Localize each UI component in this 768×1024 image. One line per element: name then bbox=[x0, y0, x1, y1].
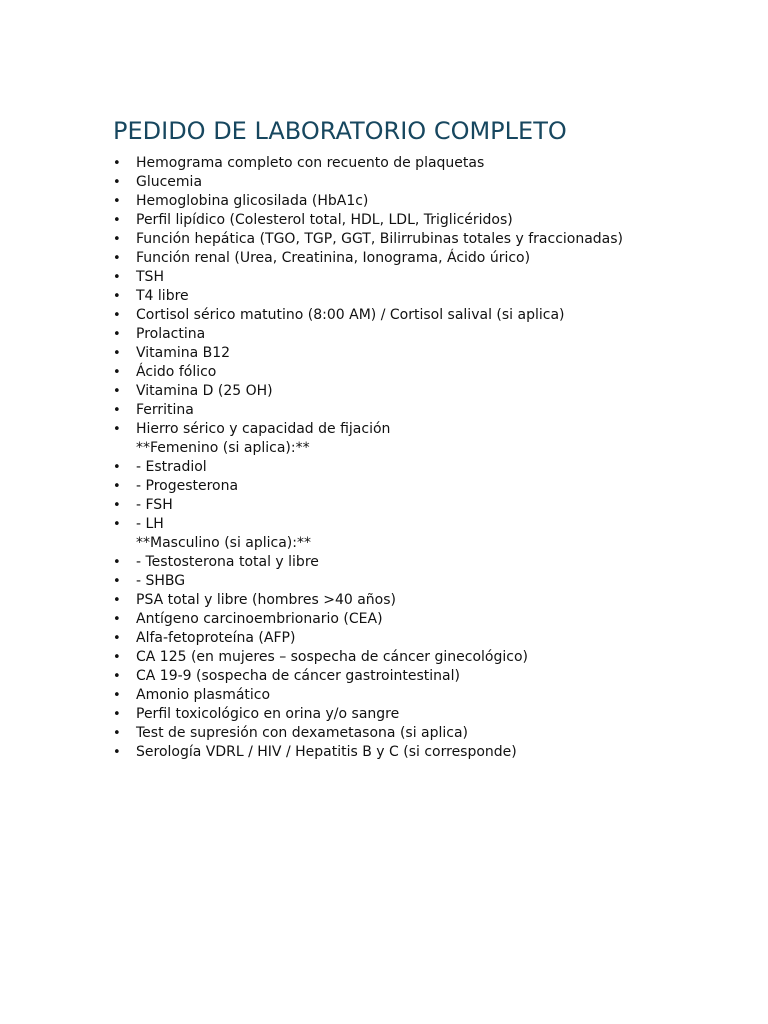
lab-test-list bbox=[113, 154, 713, 762]
list-item-text: Glucemia bbox=[136, 174, 203, 190]
list-item-text: Vitamina D (25 OH) bbox=[136, 383, 273, 399]
bullet-icon: • bbox=[113, 213, 121, 228]
list-item bbox=[113, 553, 713, 572]
list-item bbox=[113, 610, 713, 629]
list-item-text: Función renal (Urea, Creatinina, Ionograma, Ácido úrico) bbox=[136, 250, 531, 266]
list-item-text: PSA total y libre (hombres >40 años) bbox=[136, 592, 396, 608]
list-item-text: Hemoglobina glicosilada (HbA1c) bbox=[136, 193, 369, 209]
bullet-icon: • bbox=[113, 669, 121, 684]
bullet-icon: • bbox=[113, 175, 121, 190]
list-item bbox=[113, 667, 713, 686]
list-item-text: TSH bbox=[136, 269, 164, 285]
list-item bbox=[113, 249, 713, 268]
list-item bbox=[113, 306, 713, 325]
bullet-icon: • bbox=[113, 612, 121, 627]
list-item-text: Alfa-fetoproteína (AFP) bbox=[136, 630, 296, 646]
list-item-text: - SHBG bbox=[136, 573, 186, 589]
list-item bbox=[113, 515, 713, 534]
page-title: PEDIDO DE LABORATORIO COMPLETO bbox=[113, 117, 567, 145]
list-item bbox=[113, 477, 713, 496]
list-item-text: Hemograma completo con recuento de plaquetas bbox=[136, 155, 485, 171]
bullet-icon: • bbox=[113, 555, 121, 570]
bullet-icon: • bbox=[113, 327, 121, 342]
list-item-text: Prolactina bbox=[136, 326, 206, 342]
list-item bbox=[113, 173, 713, 192]
list-item bbox=[113, 420, 713, 439]
bullet-icon: • bbox=[113, 308, 121, 323]
list-item-text: CA 125 (en mujeres – sospecha de cáncer ginecológico) bbox=[136, 649, 528, 665]
list-item-text: Función hepática (TGO, TGP, GGT, Bilirrubinas totales y fraccionadas) bbox=[136, 231, 624, 247]
list-item-text: Antígeno carcinoembrionario (CEA) bbox=[136, 611, 383, 627]
list-item-text: Test de supresión con dexametasona (si aplica) bbox=[136, 725, 469, 741]
list-item-text: Ferritina bbox=[136, 402, 194, 418]
bullet-icon: • bbox=[113, 479, 121, 494]
list-item bbox=[113, 211, 713, 230]
list-item bbox=[113, 154, 713, 173]
list-item-text: Ácido fólico bbox=[136, 364, 217, 380]
list-item bbox=[113, 496, 713, 515]
list-item-text: Cortisol sérico matutino (8:00 AM) / Cortisol salival (si aplica) bbox=[136, 307, 565, 323]
bullet-icon: • bbox=[113, 346, 121, 361]
list-item bbox=[113, 192, 713, 211]
list-item-text: Hierro sérico y capacidad de fijación bbox=[136, 421, 391, 437]
list-item bbox=[113, 458, 713, 477]
bullet-icon: • bbox=[113, 289, 121, 304]
bullet-icon: • bbox=[113, 384, 121, 399]
bullet-icon: • bbox=[113, 422, 121, 437]
list-item bbox=[113, 724, 713, 743]
bullet-icon: • bbox=[113, 365, 121, 380]
bullet-icon: • bbox=[113, 707, 121, 722]
list-item-text: Amonio plasmático bbox=[136, 687, 271, 703]
list-item-text: **Femenino (si aplica):** bbox=[136, 440, 310, 456]
list-item bbox=[113, 230, 713, 249]
bullet-icon: • bbox=[113, 574, 121, 589]
list-item bbox=[113, 705, 713, 724]
list-item bbox=[113, 401, 713, 420]
list-item bbox=[113, 287, 713, 306]
list-item bbox=[113, 591, 713, 610]
list-item bbox=[113, 268, 713, 287]
bullet-icon: • bbox=[113, 517, 121, 532]
list-item bbox=[113, 743, 713, 762]
list-item bbox=[113, 629, 713, 648]
list-item-text: Vitamina B12 bbox=[136, 345, 231, 361]
list-subheading bbox=[113, 439, 713, 458]
list-item-text: T4 libre bbox=[136, 288, 189, 304]
bullet-icon: • bbox=[113, 232, 121, 247]
bullet-icon: • bbox=[113, 745, 121, 760]
bullet-icon: • bbox=[113, 156, 121, 171]
list-item bbox=[113, 344, 713, 363]
list-item-text: - Progesterona bbox=[136, 478, 239, 494]
list-item bbox=[113, 363, 713, 382]
list-item bbox=[113, 382, 713, 401]
bullet-icon: • bbox=[113, 688, 121, 703]
list-item bbox=[113, 572, 713, 591]
bullet-icon: • bbox=[113, 631, 121, 646]
bullet-icon: • bbox=[113, 403, 121, 418]
list-item-text: CA 19-9 (sospecha de cáncer gastrointestinal) bbox=[136, 668, 460, 684]
bullet-icon: • bbox=[113, 498, 121, 513]
list-item-text: Perfil toxicológico en orina y/o sangre bbox=[136, 706, 400, 722]
list-item-text: - Testosterona total y libre bbox=[136, 554, 319, 570]
bullet-icon: • bbox=[113, 593, 121, 608]
list-item bbox=[113, 325, 713, 344]
list-subheading bbox=[113, 534, 713, 553]
list-item-text: Serología VDRL / HIV / Hepatitis B y C (si corresponde) bbox=[136, 744, 517, 760]
list-item bbox=[113, 648, 713, 667]
list-item-text: - Estradiol bbox=[136, 459, 207, 475]
bullet-icon: • bbox=[113, 251, 121, 266]
bullet-icon: • bbox=[113, 726, 121, 741]
list-item-text: - LH bbox=[136, 516, 164, 532]
bullet-icon: • bbox=[113, 650, 121, 665]
list-item-text: - FSH bbox=[136, 497, 173, 513]
bullet-icon: • bbox=[113, 194, 121, 209]
bullet-icon: • bbox=[113, 460, 121, 475]
list-item-text: Perfil lipídico (Colesterol total, HDL, LDL, Triglicéridos) bbox=[136, 212, 513, 228]
list-item bbox=[113, 686, 713, 705]
bullet-icon: • bbox=[113, 270, 121, 285]
list-item-text: **Masculino (si aplica):** bbox=[136, 535, 311, 551]
